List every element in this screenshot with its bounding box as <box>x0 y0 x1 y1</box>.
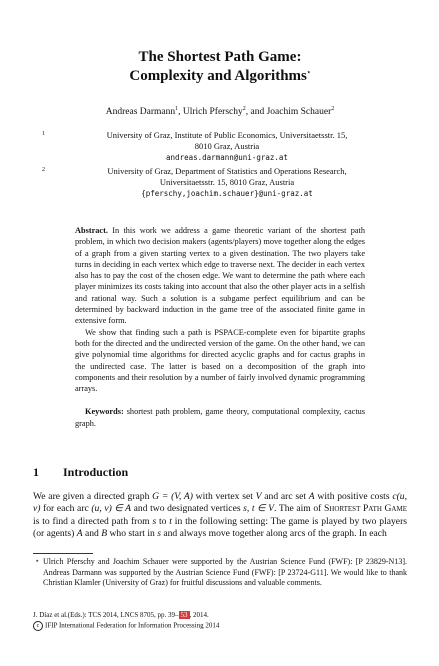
footnote-mark: ⋆ <box>35 557 40 565</box>
intro-run: is to find a directed path from <box>33 515 153 527</box>
keywords <box>75 406 365 429</box>
keywords-text: shortest path problem, game theory, computational complexity, cactus graph. <box>75 407 366 428</box>
footnote <box>33 557 407 589</box>
affiliation-2 <box>42 166 397 200</box>
imprint <box>33 611 219 631</box>
affiliation-2-line-1: University of Graz, Department of Statistics and Operations Research, <box>107 166 347 176</box>
affiliation-2-number: 2 <box>42 167 45 173</box>
section-heading <box>33 465 128 480</box>
abstract <box>75 225 365 429</box>
title-line-2-text: Complexity and Algorithms <box>129 68 307 84</box>
affiliation-1-line-2: 8010 Graz, Austria <box>194 141 260 152</box>
intro-text <box>33 491 407 540</box>
author-sep-2: , and <box>245 107 267 117</box>
author-1-affil: 1 <box>175 105 179 112</box>
intro-run: and always move together along arcs of the graph. In each <box>160 527 387 539</box>
intro-math: c(u, v) <box>33 491 407 515</box>
abstract-paragraph-1 <box>75 225 365 327</box>
abstract-paragraph-2: We show that finding such a path is PSPACE-complete even for bipartite graphs both for the directed and the undirected version of the game. On the other hand, we can give polynomial time algorithms for directed acyclic graphs and for cactus graphs in the undirected case. The latter is based on a decomposition of the graph into components and their resolution by a number of fairly involved dynamic programming arrays. <box>75 327 365 394</box>
footnote-text: Ulrich Pferschy and Joachim Schauer were supported by the Austrian Science Fund (FWF): [P 23829-N13]. Andreas Darmann was supported by the Austrian Science Fund (FWF): [P 23724-G11]. We would like to thank Christian Klamler (University of Graz) for fruitful discussions and valuable comments. <box>43 557 407 587</box>
intro-math: (u, v) ∈ A <box>91 503 132 515</box>
affiliation-1 <box>42 130 397 164</box>
author-sep-1: , <box>178 107 183 117</box>
intro-run: and arc set <box>261 491 309 502</box>
intro-run: with positive costs <box>314 491 393 502</box>
title-line-2 <box>60 67 380 86</box>
intro-math: A <box>76 527 83 539</box>
imprint-copyright: IFIP International Federation for Information Processing 2014 <box>45 621 220 630</box>
intro-run: We are given a directed graph <box>33 491 153 502</box>
intro-math: A <box>308 491 315 502</box>
intro-run: with vertex set <box>192 491 256 502</box>
title-footnote-mark: ⋆ <box>306 70 311 76</box>
affiliation-2-line-2: Universitaetsstr. 15, 8010 Graz, Austria <box>159 177 295 188</box>
page-end-link[interactable]: 53 <box>180 611 188 619</box>
author-3-affil: 2 <box>331 105 335 112</box>
keywords-label: Keywords: <box>85 407 124 417</box>
intro-run: . The aim of <box>274 503 324 515</box>
intro-run: who start in <box>107 527 158 539</box>
abstract-label: Abstract. <box>75 226 108 235</box>
intro-run: and two designated vertices <box>131 503 244 515</box>
author-1: Andreas Darmann <box>105 107 176 117</box>
intro-math: t <box>169 515 172 527</box>
imprint-line-1 <box>33 611 219 621</box>
intro-math: s, t ∈ V <box>243 503 274 515</box>
footnote-rule <box>33 553 93 554</box>
imprint-line-2 <box>33 621 219 631</box>
affiliation-1-email: andreas.darmann@uni-graz.at <box>166 153 288 163</box>
author-2: Ulrich Pferschy <box>182 107 243 117</box>
intro-math: B <box>101 527 108 539</box>
intro-math: s <box>157 527 161 539</box>
intro-paragraph <box>33 491 407 540</box>
intro-math: G = (V, A) <box>152 491 193 502</box>
title-line-1: The Shortest Path Game: <box>138 49 302 65</box>
intro-run: in the following setting: The game is played by two players (or agents) <box>33 515 407 539</box>
affiliation-2-email: {pferschy,joachim.schauer}@uni-graz.at <box>141 189 313 199</box>
intro-math: V <box>255 491 262 502</box>
author-list <box>40 107 400 117</box>
imprint-citation: J. Díaz et al.(Eds.): TCS 2014, LNCS 8705, pp. 39– <box>33 611 179 619</box>
author-2-affil: 2 <box>242 105 246 112</box>
intro-run: to <box>156 515 170 527</box>
abstract-text-1: In this work we address a game theoretic variant of the shortest path problem, in which two decision makers (agents/players) move together along the edges of a graph from a given starting vertex to a given destination. The two players take turns in deciding in each vertex which edge to traverse next. The decider in each vertex also has to pay the cost of the chosen edge. We want to determine the path where each player minimizes its costs taking into account that also the other player acts in a selfish and rational way. Such a solution is a subgame perfect equilibrium and can be determined by backward induction in the game tree of the associated finite game in extensive form. <box>75 226 366 326</box>
intro-math: s <box>152 515 157 527</box>
copyright-icon: c <box>33 621 43 631</box>
author-3: Joachim Schauer <box>266 107 332 117</box>
section-number: 1 <box>33 465 39 479</box>
intro-run: and <box>82 527 102 539</box>
affiliation-1-number: 1 <box>42 131 45 137</box>
section-title: Introduction <box>63 465 129 479</box>
imprint-year: , 2014. <box>189 611 209 619</box>
intro-run: for each arc <box>40 503 92 515</box>
problem-name: Shortest Path Game <box>323 503 407 515</box>
affiliation-1-line-1: University of Graz, Institute of Public Economics, Universitaetsstr. 15, <box>106 130 348 140</box>
paper-title <box>60 48 380 86</box>
